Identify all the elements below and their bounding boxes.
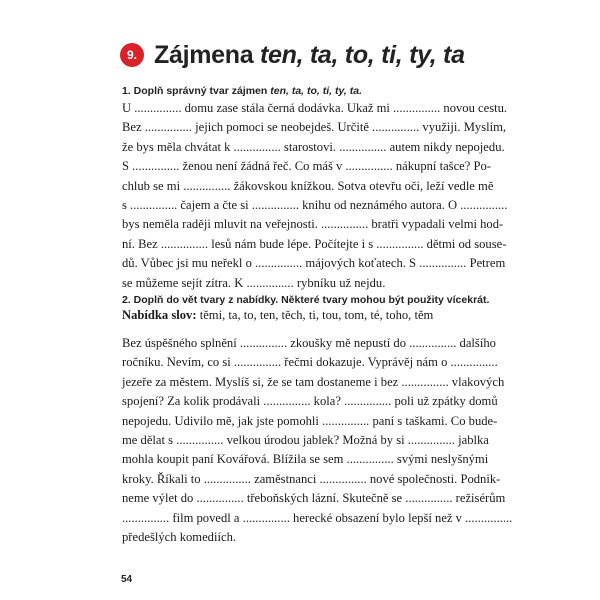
text-line: předešlých komediích.: [122, 529, 237, 544]
chapter-title-words: ten, ta, to, ti, ty, ta: [260, 40, 465, 69]
text-line: ní. Bez ............... lesů nám bude lépe. Počítejte i s ............... dětmi od souse-: [122, 236, 507, 251]
text-line: s ............... čajem a čte si ............... knihu od neznámého autora. O ...............: [122, 197, 508, 212]
text-line: jezeře za městem. Myslíš si, že se tam dostaneme i bez ............... vlakových: [122, 374, 505, 389]
chapter-header: [120, 40, 465, 70]
text-line: že bys měla chvátat k ............... starostovi. ............... autem nikdy nepojedu.: [122, 139, 505, 154]
text-line: neme výlet do ............... třeboňských lázní. Skutečně se ............... režisérům: [122, 491, 506, 506]
text-line: se můžeme sejít zítra. K ............... rybníku už nejdu.: [122, 275, 386, 290]
page-number: 54: [121, 574, 133, 585]
text-line: bys neměla raději mluvit na veřejnosti. ............... bratři vypadali velmi hod-: [122, 217, 504, 232]
word-offer-label: Nabídka slov:: [122, 308, 197, 322]
exercise-1-instruction-text: 1. Doplň správný tvar zájmen: [122, 85, 268, 97]
exercise-1-instruction: [122, 85, 362, 97]
word-offer-list: těmi, ta, to, ten, těch, ti, tou, tom, té, toho, těm: [199, 308, 434, 322]
text-line: spojení? Za kolik prodávali ............... kola? ............... poli už zpátky domů: [122, 394, 498, 409]
text-line: ............... film povedl a ............... herecké obsazení bylo lepší než v ...............: [122, 510, 513, 525]
text-line: ročníku. Nevím, co si ............... řečmi dokazuje. Vyprávěj nám o ...............: [122, 355, 498, 370]
text-line: Bez ............... jejich pomoci se neobejdeš. Určitě ............... využiji. Myslím,: [122, 120, 507, 135]
text-line: S ............... ženou není žádná řeč. Co máš v ............... nákupní tašce? Po-: [122, 159, 491, 174]
text-line: U ............... domu zase stála černá dodávka. Ukaž mi ............... novou cestu.: [122, 101, 508, 115]
text-line: chlub se mi ............... žákovskou knížkou. Sotva otevřu oči, leží vedle mě: [122, 178, 494, 193]
text-line: mohla koupit paní Kovářová. Blížila se sem ............... svými neslyšnými: [122, 452, 489, 467]
exercise-1-instruction-words: ten, ta, to, ti, ty, ta.: [270, 85, 363, 97]
word-offer: [122, 308, 433, 323]
chapter-number-badge: 9.: [120, 43, 144, 67]
text-line: Bez úspěšného splnění ............... zkoušky mě nepustí do ............... dalšího: [122, 336, 496, 350]
chapter-title: [154, 41, 465, 70]
exercise-2-text: [122, 334, 513, 547]
chapter-title-prefix: Zájmena: [154, 40, 254, 69]
exercise-2-instruction: 2. Doplň do vět tvary z nabídky. Některé tvary mohou být použity vícekrát.: [122, 294, 490, 306]
text-line: me dělat s ............... velkou úrodou jablek? Možná by si ............... jablka: [122, 432, 489, 447]
text-line: kroky. Říkali to ............... zaměstnanci ............... nové společnosti. Podnik-: [122, 471, 501, 486]
text-line: nepojedu. Udivilo mě, jak jste pomohli ............... paní s taškami. Co bude-: [122, 413, 498, 428]
exercise-1-text: [122, 99, 508, 293]
text-line: dů. Vůbec jsi mu neřekl o ............... májových koťatech. S ............... Petrem: [122, 256, 506, 271]
